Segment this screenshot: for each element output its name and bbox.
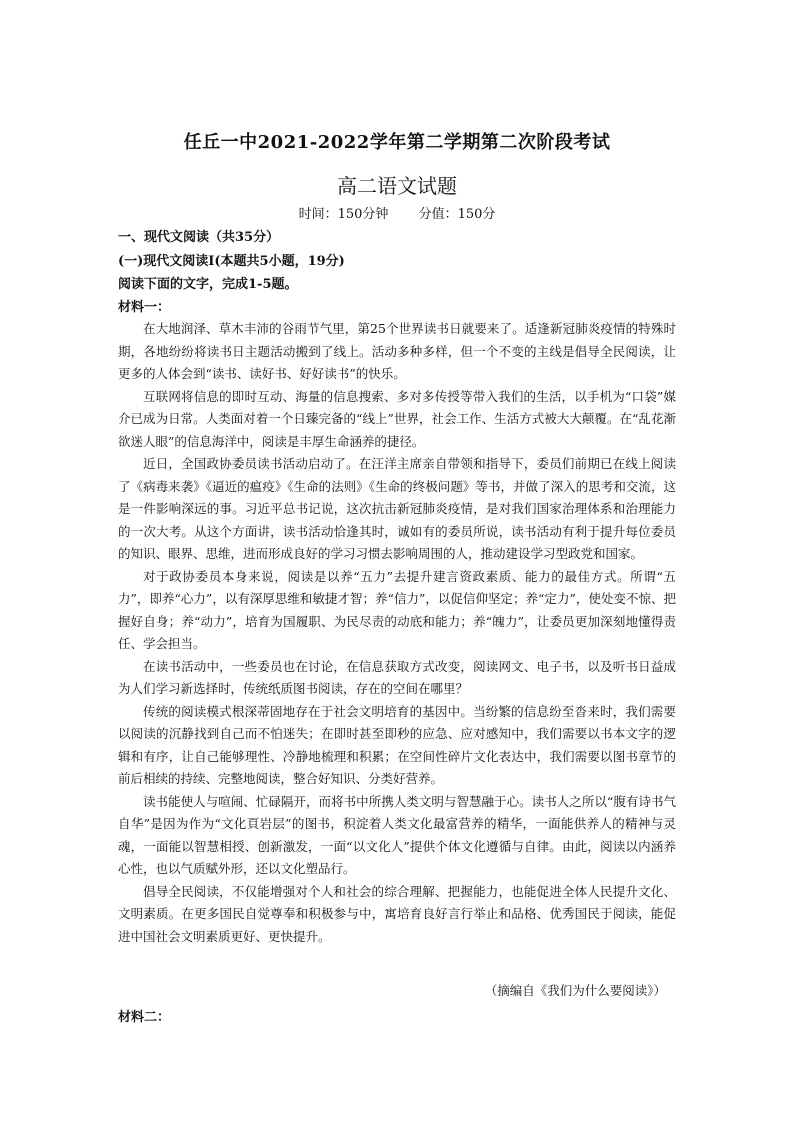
paragraph: 互联网将信息的即时互动、海量的信息搜索、多对多传授等带入我们的生活，以手机为“口袋”媒介已成为日常。人类面对着一个日臻完备的“线上”世界，社会工作、生活方式被大大颠覆。在“乱花渐欲迷人眼”的信息海洋中，阅读是丰厚生命涵养的捷径。 — [118, 388, 676, 449]
exam-title: 任丘一中2021-2022学年第二学期第二次阶段考试 — [183, 132, 611, 153]
exam-score: 分值：150分 — [418, 207, 496, 222]
paragraph: 读书能使人与喧闹、忙碌隔开，而将书中所携人类文明与智慧融于心。读书人之所以“腹有诗书气自华”是因为作为“文化頁岩层”的图书，积淀着人类文化最富营养的精华，一面能供养人的精神与灵魂，一面能以智慧相授、创新激发，一面“以文化人”提供个体文化遵循与自律。由此，阅读以内涵养心性，也以气质赋外形，还以文化塑品行。 — [118, 793, 676, 876]
paragraph: 在读书活动中，一些委员也在讨论，在信息获取方式改变，阅读网文、电子书，以及听书日益成为人们学习新选择时，传统纸质图书阅读，存在的空间在哪里？ — [118, 658, 676, 696]
section-heading: 一、现代文阅读（共35分） — [118, 230, 280, 245]
material2-label: 材料二： — [118, 1010, 171, 1025]
paragraph: 在大地润泽、草木丰沛的谷雨节气里，第25个世界读书日就要来了。适逢新冠肺炎疫情的特殊时期，各地纷纷将读书日主题活动搬到了线上。活动多种多样，但一个不变的主线是倡导全民阅读，让更多的人体会到“读书、读好书、好好读书”的快乐。 — [118, 321, 676, 381]
paragraph: 近日，全国政协委员读书活动启动了。在汪洋主席亲自带领和指导下，委员们前期已在线上阅读了《病毒来袭》《逼近的瘟疫》《生命的法则》《生命的终极问题》等书，并做了深入的思考和交流，这是一件影响深远的事。习近平总书记说，这次抗击新冠肺炎疫情，是对我们国家治理体系和治理能力的一次大考。从这个方面讲，读书活动恰逢其时，诚如有的委员所说，读书活动有利于提升每位委员的知识、眼界、思维，进而形成良好的学习习惯去影响周围的人，推动建设学习型政党和国家。 — [118, 456, 676, 561]
section-subheading: (一)现代文阅读Ⅰ(本题共5小题，19分) — [118, 254, 345, 269]
paragraph: 传统的阅读模式根深蒂固地存在于社会文明培育的基因中。当纷繁的信息纷至沓来时，我们需要以阅读的沉静找到自己而不怕迷失；在即时甚至即秒的应急、应对感知中，我们需要以书本文字的逻辑和有序，让自己能够理性、冷静地梳理和积累；在空间性碎片文化表达中，我们需要以图书章节的前后相续的持续、完整地阅读，整合好知识、分类好营养。 — [118, 703, 676, 786]
paragraph: 对于政协委员本身来说，阅读是以养“五力”去提升建言资政素质、能力的最佳方式。所谓“五力”，即养“心力”，以有深厚思维和敏捷才智；养“信力”，以促信仰坚定；养“定力”，使处变不惊、把握好自身；养“动力”，培育为国履职、为民尽责的动底和能力；养“魄力”，让委员更加深刻地懂得责任、学会担当。 — [118, 568, 676, 651]
section-instruction: 阅读下面的文字，完成1-5题。 — [118, 277, 298, 292]
exam-meta — [0, 203, 794, 222]
material1-source: （摘编自《我们为什么要阅读》） — [484, 983, 666, 998]
paragraph: 倡导全民阅读，不仅能增强对个人和社会的综合理解、把握能力，也能促进全体人民提升文化、文明素质。在更多国民自觉尊奉和积极参与中，寓培育良好言行举止和品格、优秀国民于阅读，能促进中国社会文明素质更好、更快提升。 — [118, 883, 676, 944]
material1-body — [118, 318, 676, 948]
exam-time: 时间：150分钟 — [298, 207, 389, 222]
exam-subtitle: 高二语文试题 — [337, 174, 457, 198]
material1-label: 材料一： — [118, 300, 171, 315]
